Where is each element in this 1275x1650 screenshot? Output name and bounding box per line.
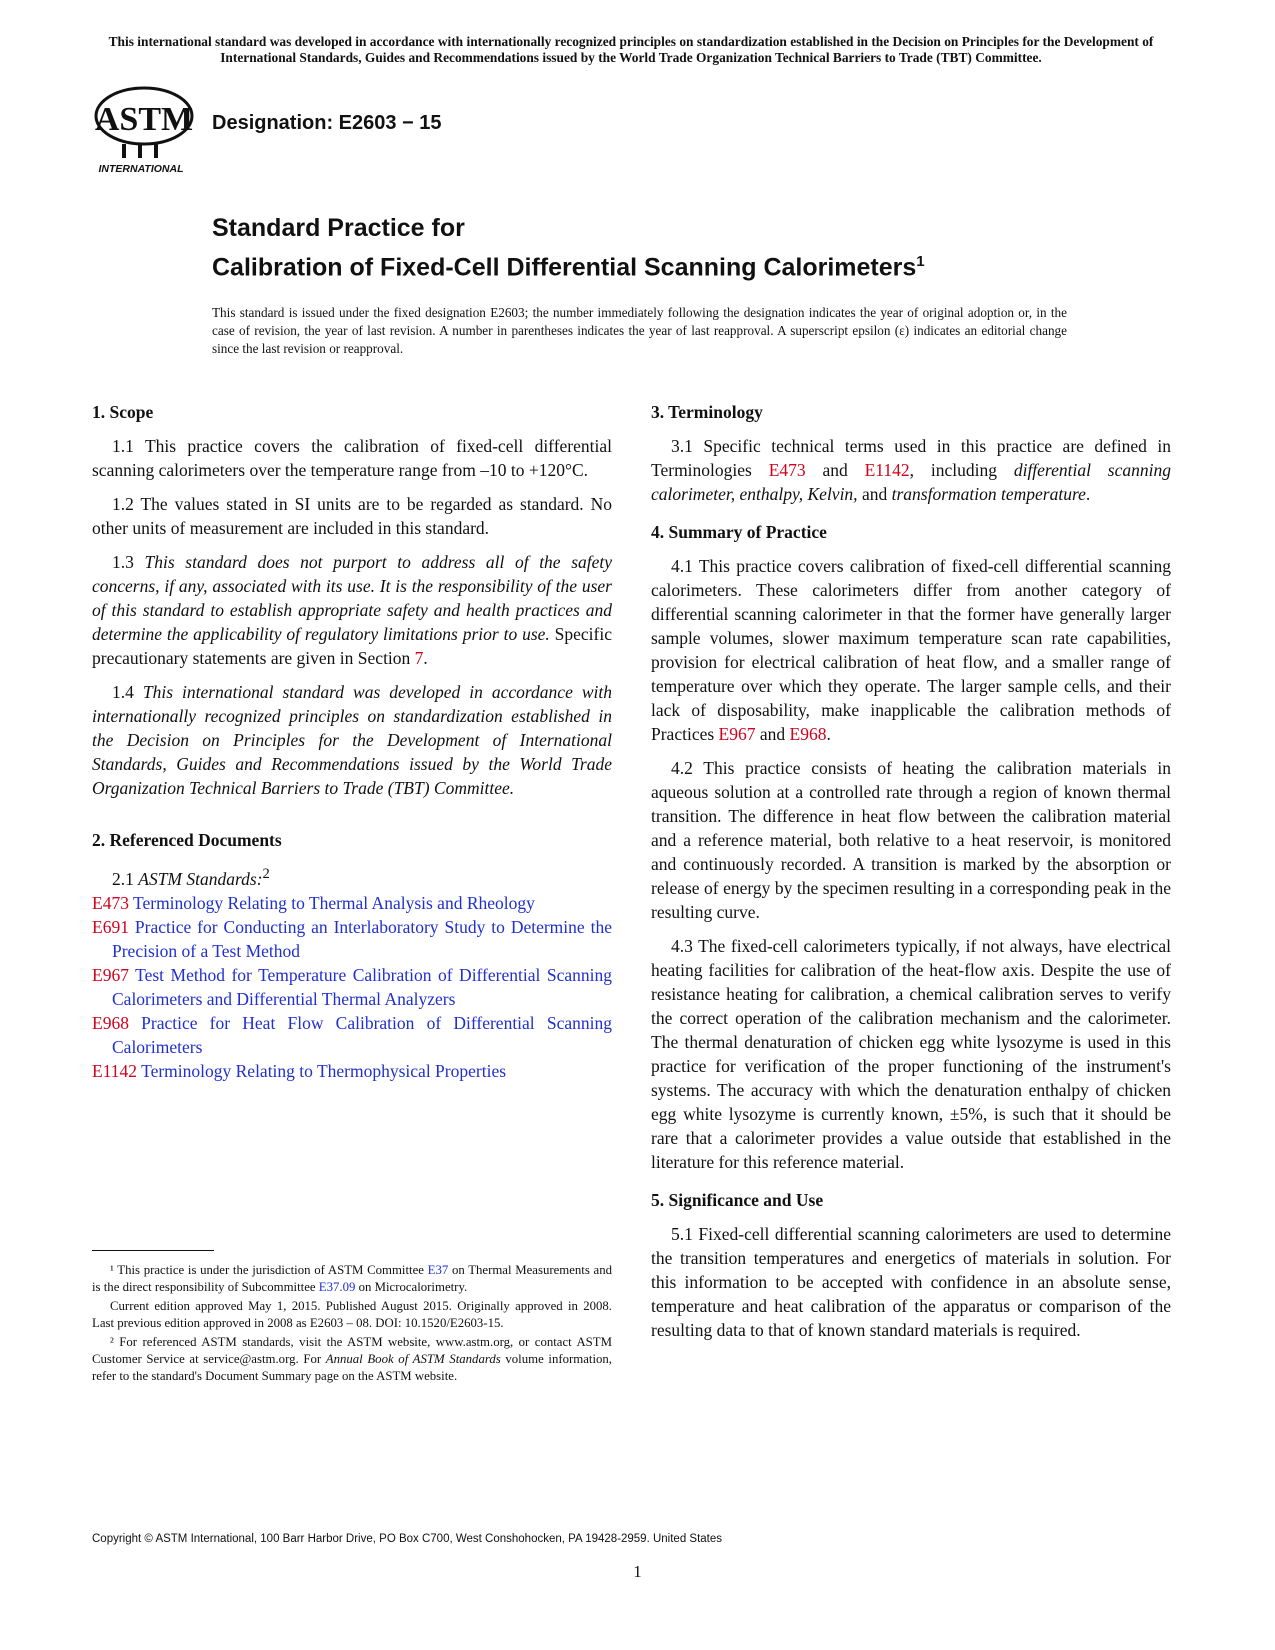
e1142-link[interactable]: E1142 bbox=[864, 460, 910, 480]
section-heading-terminology: 3. Terminology bbox=[651, 402, 763, 422]
section-heading-scope: 1. Scope bbox=[92, 402, 154, 422]
para-1-4: 1.4 This international standard was developed in accordance with internationally recognized principles on standardization established in the Decision on Principles for the Development of International Standards, Guides and Recommendations issued by the World Trade Organization Technical Barriers to Trade (TBT) Committee. bbox=[92, 682, 613, 798]
section-heading-referenced-documents: 2. Referenced Documents bbox=[92, 830, 282, 850]
para-4-3: 4.3 The fixed-cell calorimeters typically, if not always, have electrical heating facilities for calibration of the heat-flow axis. Despite the use of resistance heating for calibration, a chemical calibration serves to verify the correct operation of the calibration mechanism and the calorimeter. The thermal denaturation of chicken egg white lysozyme is used in this practice for verification of the proper functioning of the instrument's systems. The accuracy with which the denaturation enthalpy of chicken egg white lysozyme is currently known, ±5%, is such that it should be rare that a calorimeter provides a value outside that established in the literature for this reference material. bbox=[651, 936, 1171, 1172]
reference-item[interactable]: E967 Test Method for Temperature Calibration of Differential Scanning Calorimeters and Differential Thermal Analyzers bbox=[92, 964, 612, 1009]
designation: Designation: E2603 − 15 bbox=[212, 112, 442, 134]
reference-item[interactable]: E473 Terminology Relating to Thermal Analysis and Rheology bbox=[92, 892, 535, 913]
page-number: 1 bbox=[633, 1562, 642, 1581]
section-heading-summary: 4. Summary of Practice bbox=[651, 522, 827, 542]
reference-item[interactable]: E968 Practice for Heat Flow Calibration of Differential Scanning Calorimeters bbox=[92, 1012, 612, 1057]
para-4-1: 4.1 This practice covers calibration of fixed-cell differential scanning calorimeters. These calorimeters differ from another category of differential scanning calorimeter in that the former have generally larger sample volumes, slower maximum temperature scan rate capabilities, provision for electrical calibration of heat flow, and a smaller range of temperature over which they operate. The larger sample cells, and their lack of disposability, make inapplicable the calibration methods of Practices E967 and E968. bbox=[651, 556, 1171, 744]
section-7-link[interactable]: 7 bbox=[414, 648, 424, 668]
right-column bbox=[651, 400, 1171, 1352]
para-1-1: 1.1 This practice covers the calibration of fixed-cell differential scanning calorimeters over the temperature range from –10 to +120°C. bbox=[92, 436, 612, 480]
logo-subtext: INTERNATIONAL bbox=[98, 163, 184, 175]
international-standard-notice: This international standard was developed in accordance with internationally recognized principles on standardization established in the Decision on Principles for the Development of International Standards, Guides and Recommendations issued by the World Trade Organization Technical Barriers to Trade (TBT) Committee. bbox=[108, 34, 1154, 65]
para-1-2: 1.2 The values stated in SI units are to be regarded as standard. No other units of measurement are included in this standard. bbox=[92, 494, 612, 538]
e968-link[interactable]: E968 bbox=[789, 724, 827, 744]
issued-note: This standard is issued under the fixed designation E2603; the number immediately following the designation indicates the year of original adoption or, in the case of revision, the year of last revision. A number in parentheses indicates the year of last reapproval. A superscript epsilon (ε) indicates an editorial change since the last revision or reapproval. bbox=[212, 305, 1067, 356]
astm-logo-icon bbox=[92, 86, 196, 178]
document-title bbox=[212, 212, 925, 284]
e37-link[interactable]: E37 bbox=[427, 1263, 449, 1277]
logo-text: ASTM bbox=[94, 101, 194, 138]
footnotes bbox=[92, 1262, 612, 1387]
para-1-3: 1.3 This standard does not purport to address all of the safety concerns, if any, associated with its use. It is the responsibility of the user of this standard to establish appropriate safety and health practices and determine the applicability of regulatory limitations prior to use. Specific precautionary statements are given in Section 7. bbox=[92, 552, 613, 668]
footnote-1: ¹ This practice is under the jurisdiction of ASTM Committee E37 on Thermal Measurements and is the direct responsibility of Subcommittee E37.09 on Microcalorimetry. bbox=[92, 1263, 613, 1294]
left-column bbox=[92, 400, 612, 1083]
reference-list bbox=[92, 891, 612, 1083]
title-line-2: Calibration of Fixed-Cell Differential Scanning Calorimeters$^1$ bbox=[212, 253, 925, 282]
reference-item[interactable]: E691 Practice for Conducting an Interlaboratory Study to Determine the Precision of a Test Method bbox=[92, 916, 612, 961]
title-footnote-ref[interactable]: 1 bbox=[916, 253, 925, 270]
footnote-2: ² For referenced ASTM standards, visit the ASTM website, www.astm.org, or contact ASTM Customer Service at service@astm.org. For Annual Book of ASTM Standards volume information, refer to the standard's Document Summary page on the ASTM website. bbox=[92, 1335, 613, 1383]
para-2-1: 2.1 ASTM Standards:$^2$ bbox=[112, 866, 270, 889]
astm-logo bbox=[92, 86, 196, 178]
para-3-1: 3.1 Specific technical terms used in this practice are defined in Terminologies E473 and E1142, including differential scanning calorimeter, enthalpy, Kelvin, and transformation temperature. bbox=[651, 436, 1171, 504]
e473-link[interactable]: E473 bbox=[768, 460, 806, 480]
footnote-1-current-edition: Current edition approved May 1, 2015. Published August 2015. Originally approved in 2008. Last previous edition approved in 2008 as E2603 – 08. DOI: 10.1520/E2603-15. bbox=[92, 1299, 612, 1330]
e967-link[interactable]: E967 bbox=[718, 724, 756, 744]
copyright-notice: Copyright © ASTM International, 100 Barr Harbor Drive, PO Box C700, West Conshohocken, PA 19428-2959. United States bbox=[92, 1533, 723, 1545]
para-4-2: 4.2 This practice consists of heating the calibration materials in aqueous solution at a controlled rate through a region of known thermal transition. The difference in heat flow between the calibration material and a reference material, both relative to a heat reservoir, is monitored and continuously recorded. A transition is marked by the absorption or release of energy by the specimen resulting in a corresponding peak in the resulting curve. bbox=[651, 758, 1171, 922]
reference-item[interactable]: E1142 Terminology Relating to Thermophysical Properties bbox=[92, 1060, 507, 1081]
section-heading-significance: 5. Significance and Use bbox=[651, 1190, 824, 1210]
footnote-divider bbox=[92, 1250, 214, 1251]
para-5-1: 5.1 Fixed-cell differential scanning calorimeters are used to determine the transition temperatures and energetics of materials in solution. For this information to be accepted with confidence in an absolute sense, temperature and heat calibration of the apparatus or comparison of the resulting data to that of known standard materials is required. bbox=[651, 1224, 1171, 1340]
title-line-1: Standard Practice for bbox=[212, 214, 465, 242]
e37-09-link[interactable]: E37.09 bbox=[318, 1280, 356, 1294]
